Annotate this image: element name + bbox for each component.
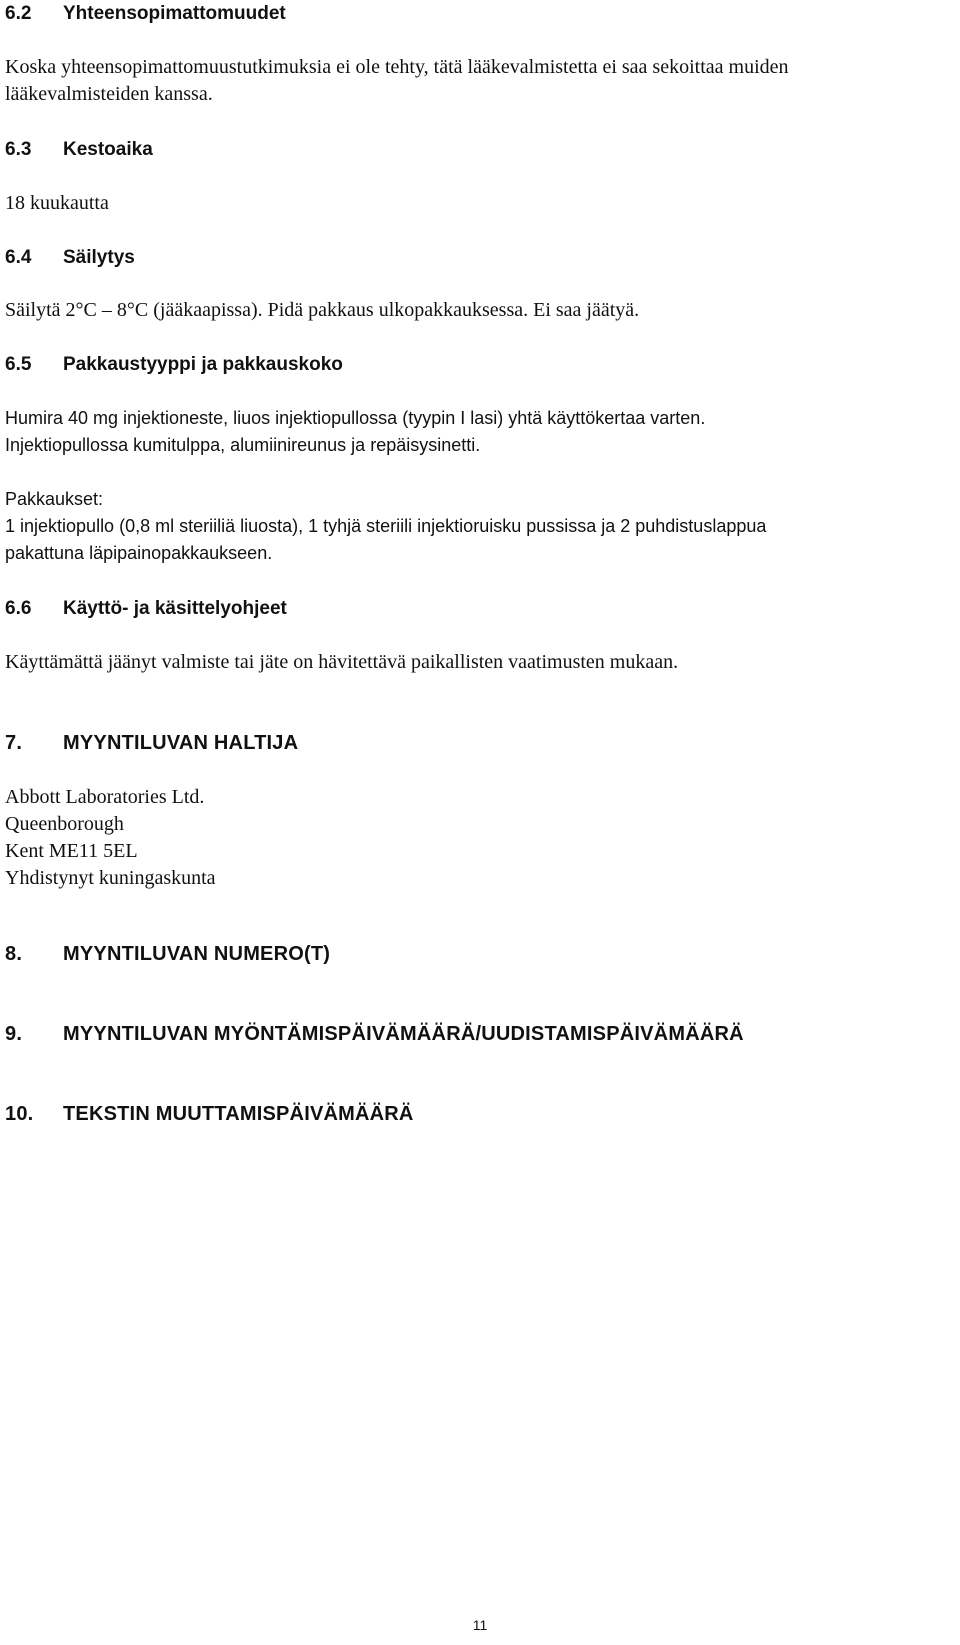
address-line: Queenborough [5, 813, 124, 835]
section-heading-6-3 [5, 136, 153, 163]
section-title: Kestoaika [63, 139, 153, 160]
section-number: 8. [5, 943, 23, 965]
page-number: 11 [472, 1617, 488, 1633]
packs-paragraph [5, 486, 766, 567]
section-heading-10 [5, 1101, 414, 1128]
section-title: Säilytys [63, 247, 135, 268]
section-title: Pakkaustyyppi ja pakkauskoko [63, 354, 343, 375]
address-line: Abbott Laboratories Ltd. [5, 786, 205, 808]
package-type-paragraph [5, 405, 705, 459]
section-number: 6.5 [5, 354, 32, 375]
paragraph-line: pakattuna läpipainopakkaukseen. [5, 543, 273, 563]
section-heading-6-2 [5, 0, 286, 27]
address-line: Yhdistynyt kuningaskunta [5, 867, 216, 889]
section-title: MYYNTILUVAN NUMERO(T) [63, 943, 331, 965]
paragraph-line: 1 injektiopullo (0,8 ml steriiliä liuosta), 1 tyhjä steriili injektioruisku pussissa ja 2 puhdistuslappua [5, 516, 767, 536]
section-heading-6-4 [5, 244, 135, 271]
section-number: 10. [5, 1103, 34, 1125]
paragraph-line: Humira 40 mg injektioneste, liuos injektiopullossa (tyypin I lasi) yhtä käyttökertaa varten. [5, 408, 706, 428]
section-number: 6.6 [5, 598, 32, 619]
section-number: 7. [5, 732, 23, 754]
section-title: MYYNTILUVAN HALTIJA [63, 732, 299, 754]
section-title: Yhteensopimattomuudet [63, 3, 286, 24]
shelf-life-paragraph: 18 kuukautta [5, 192, 109, 214]
holder-address [5, 784, 216, 892]
section-title: TEKSTIN MUUTTAMISPÄIVÄMÄÄRÄ [63, 1103, 414, 1125]
section-title: MYYNTILUVAN MYÖNTÄMISPÄIVÄMÄÄRÄ/UUDISTAMISPÄIVÄMÄÄRÄ [63, 1023, 744, 1045]
section-heading-7 [5, 730, 298, 757]
paragraph-line: Injektiopullossa kumitulppa, alumiinireunus ja repäisysinetti. [5, 435, 481, 455]
section-heading-6-6 [5, 595, 287, 622]
storage-paragraph: Säilytä 2°C – 8°C (jääkaapissa). Pidä pakkaus ulkopakkauksessa. Ei saa jäätyä. [5, 299, 640, 321]
section-heading-6-5 [5, 351, 343, 378]
incompatibilities-paragraph [5, 54, 789, 108]
section-number: 6.2 [5, 3, 32, 24]
section-number: 6.4 [5, 247, 32, 268]
packs-label: Pakkaukset: [5, 489, 104, 509]
paragraph-line: lääkevalmisteiden kanssa. [5, 83, 213, 105]
disposal-paragraph: Käyttämättä jäänyt valmiste tai jäte on hävitettävä paikallisten vaatimusten mukaan. [5, 651, 679, 673]
section-heading-9 [5, 1021, 744, 1048]
section-title: Käyttö- ja käsittelyohjeet [63, 598, 287, 619]
section-heading-8 [5, 941, 330, 968]
section-number: 9. [5, 1023, 23, 1045]
address-line: Kent ME11 5EL [5, 840, 138, 862]
section-number: 6.3 [5, 139, 32, 160]
paragraph-line: Koska yhteensopimattomuustutkimuksia ei ole tehty, tätä lääkevalmistetta ei saa sekoittaa muiden [5, 56, 789, 78]
